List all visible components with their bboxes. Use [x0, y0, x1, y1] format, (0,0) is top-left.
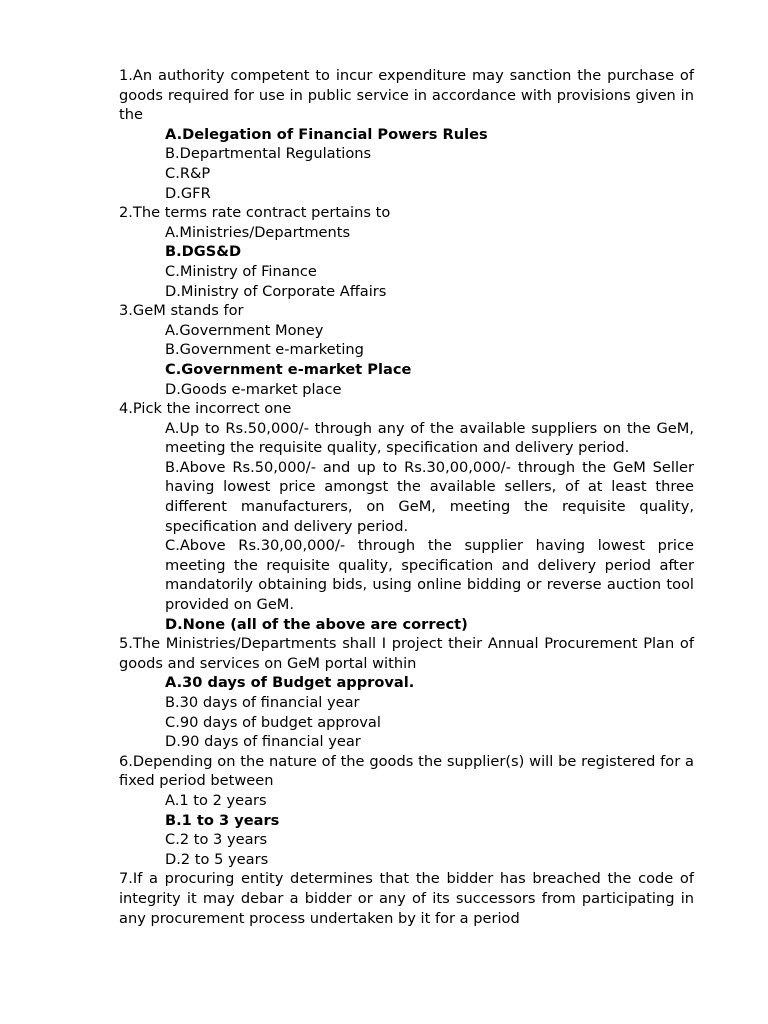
option-list [119, 223, 694, 301]
option-item: B.Government e-marketing [165, 341, 364, 359]
option-item: D.GFR [165, 184, 211, 202]
question-text: 5.The Ministries/Departments shall I project their Annual Procurement Plan of goods and services on GeM portal within [119, 635, 694, 672]
option-item: C.2 to 3 years [165, 831, 268, 849]
option-item-correct: B.1 to 3 years [165, 811, 280, 829]
option-item: A.Ministries/Departments [165, 223, 351, 241]
option-item: C.90 days of budget approval [165, 713, 381, 731]
question-text: 7.If a procuring entity determines that the bidder has breached the code of integrity it may debar a bidder or any of its successors from participating in any procurement process undertaken by it for a period [119, 870, 694, 927]
option-item-correct: C.Government e-market Place [165, 360, 412, 378]
option-item: D.Ministry of Corporate Affairs [165, 282, 387, 300]
option-item: A.Up to Rs.50,000/- through any of the available suppliers on the GeM, meeting the requisite quality, specification and delivery period. [165, 419, 694, 457]
option-item: A.1 to 2 years [165, 791, 267, 809]
question-block [119, 634, 694, 752]
question-block [119, 66, 694, 203]
question-text: 6.Depending on the nature of the goods the supplier(s) will be registered for a fixed period between [119, 752, 694, 790]
option-item-correct: D.None (all of the above are correct) [165, 615, 468, 633]
option-item: D.Goods e-market place [165, 380, 342, 398]
option-item: D.2 to 5 years [165, 850, 269, 868]
question-text: 1.An authority competent to incur expenditure may sanction the purchase of goods required for use in public service in accordance with provisions given in the [119, 67, 694, 124]
question-block [119, 752, 694, 870]
question-block [119, 399, 694, 634]
option-item: D.90 days of financial year [165, 733, 361, 751]
option-item: C.R&P [165, 164, 211, 182]
option-item: B.30 days of financial year [165, 694, 360, 711]
option-item-correct: B.DGS&D [165, 243, 242, 261]
question-text: 3.GeM stands for [119, 302, 244, 320]
option-list [119, 321, 694, 399]
option-list [119, 419, 694, 635]
question-text: 4.Pick the incorrect one [119, 400, 292, 418]
option-item: B.Above Rs.50,000/- and up to Rs.30,00,000/- through the GeM Seller having lowest price amongst the available sellers, of at least three different manufacturers, on GeM, meeting the requisite quality, specification and delivery period. [165, 458, 694, 535]
option-item: B.Departmental Regulations [165, 145, 372, 163]
document-page [119, 66, 694, 928]
option-item-correct: A.30 days of Budget approval. [165, 674, 415, 692]
question-text: 2.The terms rate contract pertains to [119, 204, 391, 222]
option-item: A.Government Money [165, 321, 324, 339]
option-list [119, 125, 694, 203]
option-item: C.Above Rs.30,00,000/- through the supplier having lowest price meeting the requisite quality, specification and delivery period after mandatorily obtaining bids, using online bidding or reverse auction tool provided on GeM. [165, 537, 694, 614]
question-block [119, 203, 694, 301]
option-item: C.Ministry of Finance [165, 262, 317, 280]
option-list [119, 673, 694, 751]
question-block [119, 869, 694, 928]
question-block [119, 301, 694, 399]
option-item-correct: A.Delegation of Financial Powers Rules [165, 125, 488, 143]
option-list [119, 791, 694, 869]
